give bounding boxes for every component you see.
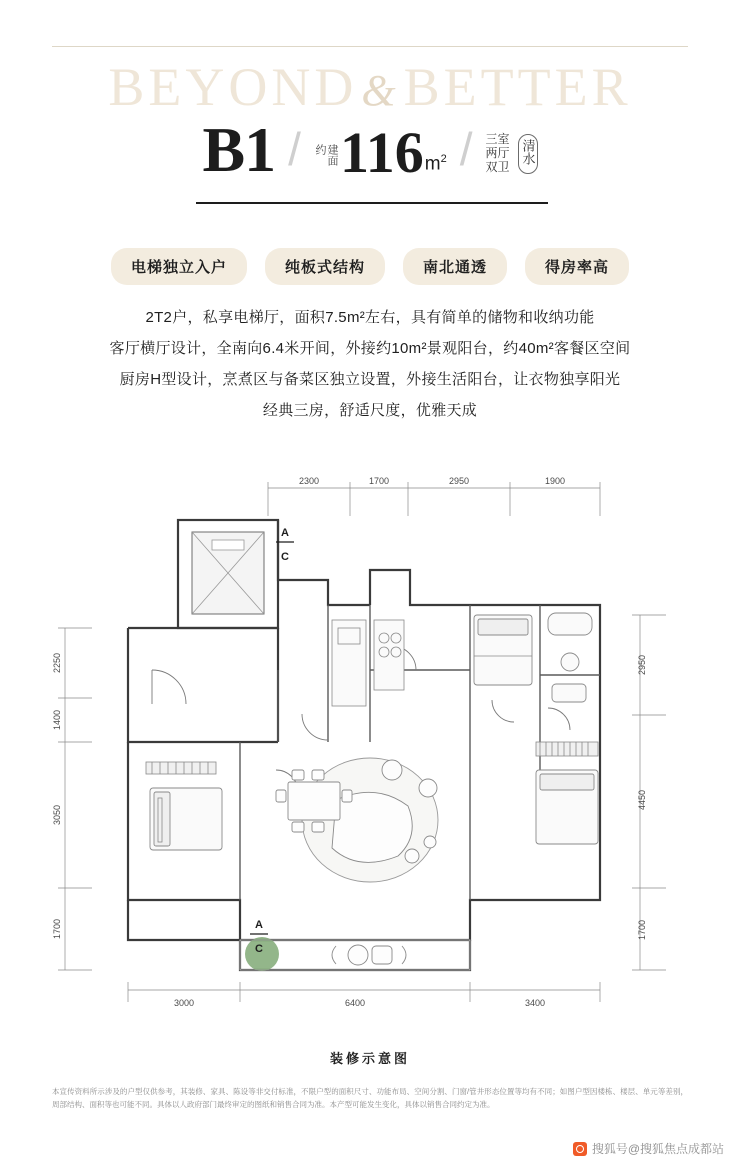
room-count	[486, 132, 510, 174]
room-count-line3: 双卫	[485, 160, 510, 174]
marker-a-bottom: A	[255, 919, 263, 931]
title-underline	[196, 202, 548, 204]
headline-right: BETTER	[403, 57, 632, 117]
description-line: 经典三房，舒适尺度，优雅天成	[262, 402, 478, 419]
description-block	[0, 308, 740, 432]
marker-c-top: C	[281, 551, 289, 563]
room-count-line1: 三室	[485, 132, 510, 146]
feature-tags	[0, 248, 740, 285]
unit-title-block	[0, 114, 740, 185]
dim-right-2: 4450	[637, 789, 647, 811]
dim-top-3: 2950	[448, 476, 470, 486]
sohu-logo-icon	[573, 1142, 587, 1156]
unit-code: B1	[202, 114, 276, 185]
marker-c-bottom: C	[255, 943, 263, 955]
title-divider-2: /	[459, 123, 473, 175]
feature-tag: 南北通透	[403, 248, 507, 285]
description-line: 厨房H型设计，烹煮区与备菜区独立设置，外接生活阳台，让衣物独享阳光	[119, 371, 621, 388]
description-line: 2T2户，私享电梯厅，面积7.5m²左右，具有简单的储物和收纳功能	[145, 309, 595, 326]
area-label: 建面约	[313, 144, 338, 166]
dim-left-2: 1400	[52, 709, 62, 731]
dim-left-1: 2250	[52, 652, 62, 674]
headline	[0, 56, 740, 118]
feature-tag: 纯板式结构	[265, 248, 385, 285]
dim-top-4: 1900	[544, 476, 566, 486]
watermark	[573, 1140, 724, 1157]
plan-caption: 装修示意图	[329, 1051, 410, 1066]
decoration-badge: 清水	[518, 134, 538, 174]
title-divider-1: /	[288, 123, 301, 175]
dim-right-3: 1700	[637, 919, 647, 941]
feature-tag: 电梯独立入户	[111, 248, 247, 285]
floor-plan	[40, 470, 700, 1030]
dim-left-4: 1700	[52, 918, 62, 940]
room-count-line2: 两厅	[485, 146, 510, 160]
marker-a-top: A	[281, 527, 289, 539]
legal-footnote: 本宣传资料所示涉及的户型仅供参考，其装修、家具、陈设等非交付标准，不限户型的面积尺寸、功能布局、空间分割、门窗/管井形态位置等均有不同；如图户型因楼栋、楼层、单元等差别，周部结构、面积等也可能不同。具体以人政府部门最终审定的图纸和销售合同为准。本产型可能发生变化，具体以销售合同约定为准。	[52, 1087, 688, 1109]
dim-bottom-1: 3000	[173, 998, 195, 1008]
dim-bottom-3: 3400	[524, 998, 546, 1008]
watermark-text: 搜狐号@搜狐焦点成都站	[591, 1142, 724, 1156]
feature-tag: 得房率高	[525, 248, 629, 285]
headline-left: BEYOND	[108, 57, 358, 117]
dim-right-1: 2950	[637, 654, 647, 676]
ampersand-glyph: &	[361, 66, 400, 115]
top-divider	[52, 46, 688, 47]
description-line: 客厅横厅设计，全南向6.4米开间，外接约10m²景观阳台，约40m²客餐区空间	[109, 340, 631, 357]
area-unit: $m^2$	[424, 152, 447, 174]
dim-left-3: 3050	[52, 804, 62, 826]
area-unit-sup: 2	[440, 152, 447, 165]
dim-top-1: 2300	[298, 476, 320, 486]
dim-bottom-2: 6400	[344, 998, 366, 1008]
dim-top-2: 1700	[368, 476, 390, 486]
area-value: 116	[339, 120, 424, 185]
area-group	[313, 120, 447, 185]
